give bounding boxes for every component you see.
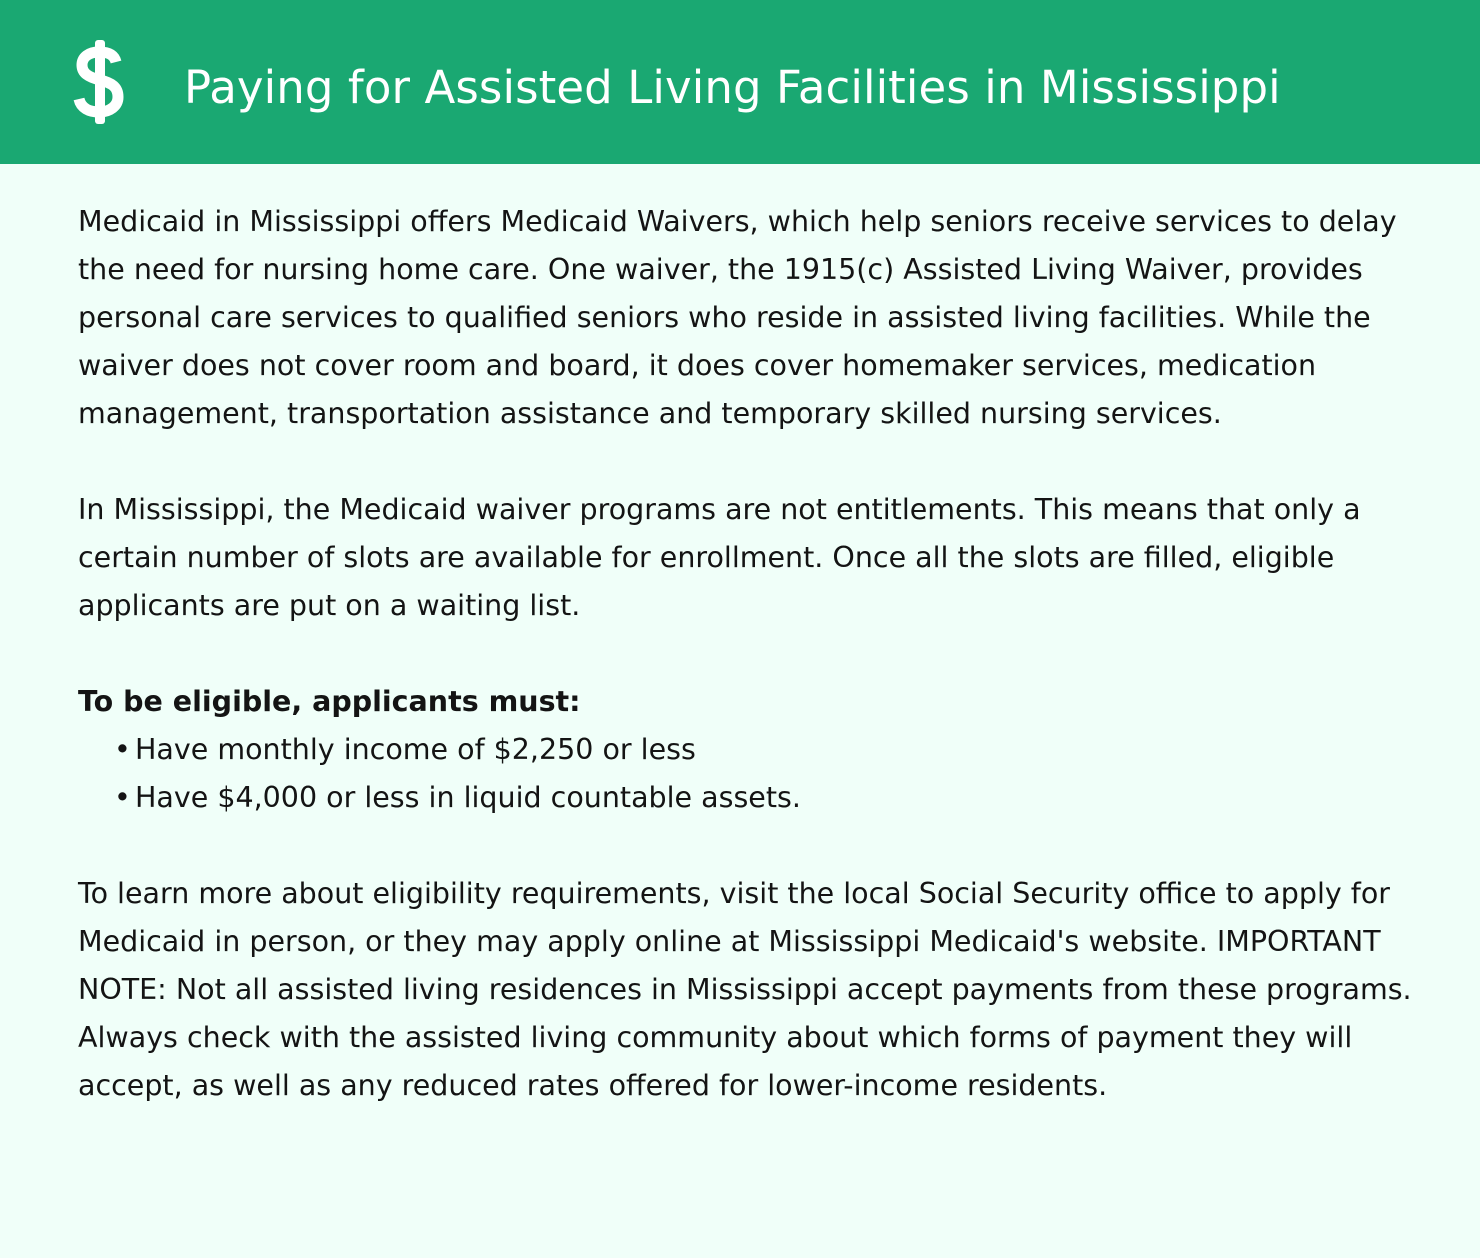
list-item-text: Have monthly income of $2,250 or less [135, 733, 696, 766]
eligibility-heading: To be eligible, applicants must: [78, 685, 581, 718]
intro-paragraph: Medicaid in Mississippi offers Medicaid Waivers, which help seniors receive services to delay the need for nursing home care. One waiver, the 1915(c) Assisted Living Waiver, provides personal care services to qualified seniors who reside in assisted living facilities. While the waiver does not cover room and board, it does cover homemaker services, medication management, transportation assistance and temporary skilled nursing services. [78, 205, 1397, 430]
header-banner [0, 0, 1480, 164]
bullet-icon: • [114, 781, 131, 814]
list-item [114, 774, 1418, 822]
dollar-sign-icon [70, 36, 130, 128]
entitlement-paragraph: In Mississippi, the Medicaid waiver programs are not entitlements. This means that only a certain number of slots are available for enrollment. Once all the slots are filled, eligible applicants are put on a waiting list. [78, 493, 1361, 622]
list-item-text: Have $4,000 or less in liquid countable assets. [135, 781, 801, 814]
main-content [78, 198, 1418, 1110]
bullet-icon: • [114, 733, 131, 766]
list-item [114, 726, 1418, 774]
paragraph-spacer [78, 630, 1418, 678]
paragraph-spacer [78, 438, 1418, 486]
closing-paragraph: To learn more about eligibility requirements, visit the local Social Security office to apply for Medicaid in person, or they may apply online at Mississippi Medicaid's website. IMPORTANT NOTE: Not all assisted living residences in Mississippi accept payments from these programs. Always check with the assisted living community about which forms of payment they will accept, as well as any reduced rates offered for lower-income residents. [78, 877, 1412, 1102]
page-title: Paying for Assisted Living Facilities in Mississippi [184, 61, 1281, 114]
eligibility-list [78, 726, 1418, 822]
paragraph-spacer [78, 822, 1418, 870]
